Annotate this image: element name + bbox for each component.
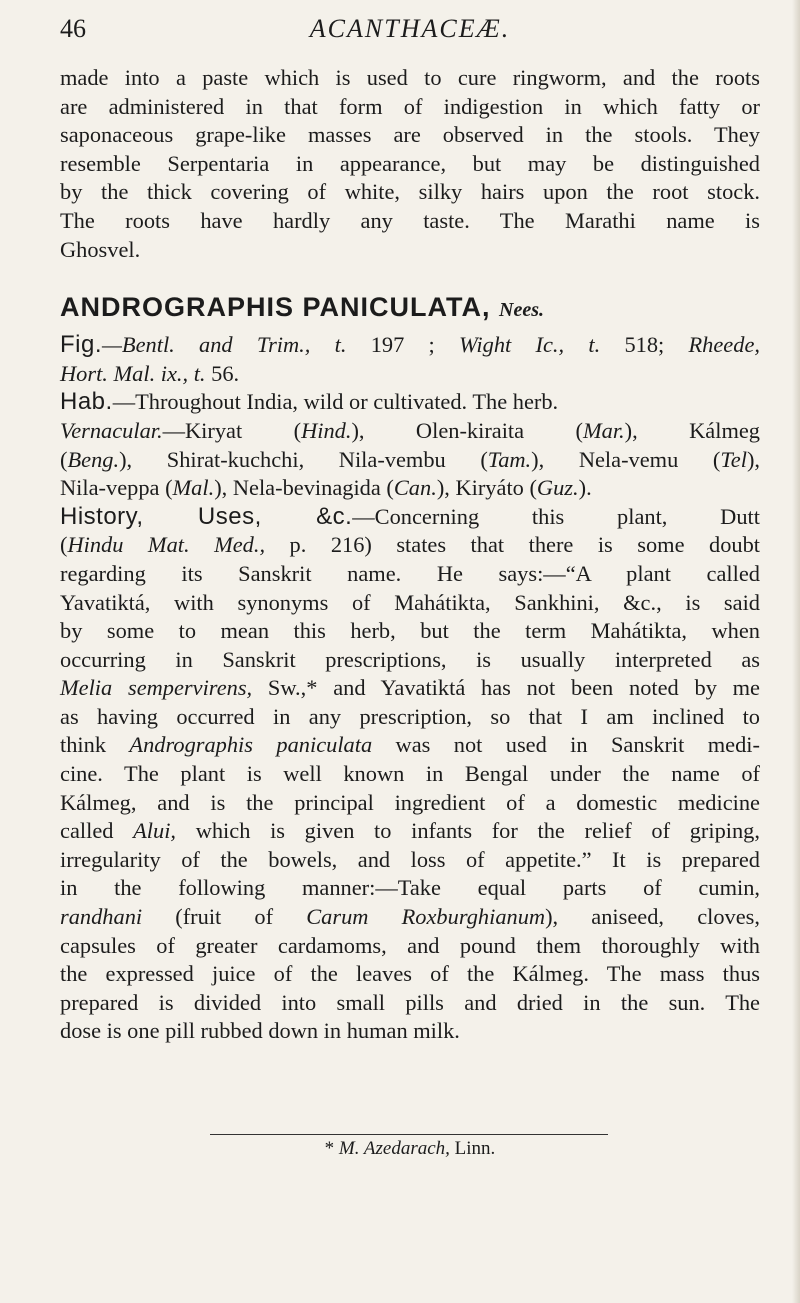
history-text: Sw.,* and Yavatiktá has not been noted by me (252, 675, 760, 701)
history-label: History, Uses, &c. (60, 502, 353, 530)
running-head: ACANTHACEÆ. (309, 14, 511, 43)
fig-ref-text: 518; (600, 332, 689, 358)
history-text: Carum Roxburghianum (306, 904, 546, 930)
vernacular-text: Tel (720, 446, 747, 472)
intro-paragraph (60, 64, 760, 264)
text-line (60, 903, 760, 932)
history-text: called (60, 818, 134, 844)
fig-ref-text: —Bentl. and Trim., t. (102, 332, 347, 358)
vernacular-text: Tam. (487, 446, 532, 472)
history-text: think (60, 732, 130, 758)
vernacular-label: Vernacular. (60, 417, 163, 443)
footnote-mark: * (324, 1138, 339, 1159)
text-line: capsules of greater cardamoms, and pound them thoroughly with (60, 932, 760, 958)
text-line: Yavatiktá, with synonyms of Mahátikta, Sankhini, &c., is said (60, 589, 760, 615)
vernacular-text: ). (578, 475, 592, 501)
hab-label: Hab. (60, 388, 113, 416)
vernacular-text: ), Olen-kiraita ( (351, 417, 583, 443)
fig-ref-text: Hort. Mal. ix., t. (60, 360, 206, 386)
text-line: The roots have hardly any taste. The Marathi name is (60, 207, 760, 233)
text-line (60, 817, 760, 846)
vernacular-text: ), Nela-bevinagida ( (214, 475, 394, 501)
vernacular-paragraph (60, 417, 760, 503)
history-text: (fruit of (142, 904, 307, 930)
history-text: randhani (60, 904, 143, 930)
vernacular-text: Mar. (582, 417, 625, 443)
history-text: ( (60, 532, 68, 558)
history-text: Hindu Mat. Med., (67, 532, 266, 558)
fig-label: Fig. (60, 331, 103, 359)
history-text: Andrographis paniculata (129, 732, 373, 758)
text-line: are administered in that form of indigestion in which fatty or (60, 93, 760, 119)
text-line (60, 331, 760, 360)
vernacular-text: —Kiryat ( (162, 417, 302, 443)
text-line (60, 503, 760, 532)
page-number: 46 (60, 14, 86, 43)
hab-text: —Throughout India, wild or cultivated. The herb. (112, 389, 559, 415)
text-line (60, 474, 760, 503)
history-text: —Concerning this plant, Dutt (352, 503, 760, 529)
fig-ref-text: 56. (205, 360, 240, 386)
vernacular-text: ), Kiryáto ( (436, 475, 537, 501)
fig-ref-text: 197 ; (346, 332, 460, 358)
text-line: cine. The plant is well known in Bengal under the name of (60, 761, 760, 787)
page-edge-shadow (792, 0, 800, 1303)
vernacular-text: Nila-veppa ( (60, 475, 173, 501)
footnote-author: Linn. (449, 1138, 496, 1159)
page-body (60, 64, 760, 1046)
text-line: occurring in Sanskrit prescriptions, is usually interpreted as (60, 646, 760, 672)
history-paragraph (60, 503, 760, 1046)
vernacular-text: ), Kálmeg (624, 417, 760, 443)
text-line: irregularity of the bowels, and loss of appetite.” It is prepared (60, 846, 760, 872)
footnote (60, 1138, 760, 1160)
history-text: Alui, (133, 818, 177, 844)
species-title: ANDROGRAPHIS PANICULATA, (60, 292, 491, 323)
history-text: was not used in Sanskrit medi- (372, 732, 760, 758)
history-text: Melia sempervirens, (60, 675, 253, 701)
text-line (60, 531, 760, 560)
text-line (60, 731, 760, 760)
figure-references (60, 331, 760, 388)
footnote-divider (210, 1134, 608, 1135)
footnote-species: M. Azedarach, (338, 1138, 450, 1159)
text-line (60, 360, 760, 389)
text-line (60, 446, 760, 475)
vernacular-text: Can. (393, 475, 437, 501)
text-line: Kálmeg, and is the principal ingredient of a domestic medicine (60, 789, 760, 815)
text-line: the expressed juice of the leaves of the Kálmeg. The mass thus (60, 961, 760, 987)
vernacular-text: Mal. (172, 475, 215, 501)
text-line: by some to mean this herb, but the term Mahátikta, when (60, 618, 760, 644)
text-line: regarding its Sanskrit name. He says:—“A plant called (60, 560, 760, 586)
vernacular-text: Guz. (536, 475, 579, 501)
text-line: Ghosvel. (60, 236, 141, 262)
fig-ref-text: Wight Ic., t. (459, 332, 601, 358)
text-line: in the following manner:—Take equal parts of cumin, (60, 875, 760, 901)
habitat-paragraph (60, 388, 760, 417)
page-header (60, 14, 760, 48)
text-line: as having occurred in any prescription, so that I am inclined to (60, 703, 760, 729)
text-line (60, 674, 760, 703)
history-text: which is given to infants for the relief of griping, (176, 818, 760, 844)
vernacular-text: Beng. (67, 446, 120, 472)
vernacular-text: Hind. (301, 417, 352, 443)
species-authority: Nees. (499, 299, 544, 322)
vernacular-text: ), Shirat-kuchchi, Nila-vembu ( (119, 446, 488, 472)
text-line: made into a paste which is used to cure ringworm, and the roots (60, 65, 760, 90)
fig-ref-text: Rheede, (688, 332, 760, 358)
vernacular-text: ( (60, 446, 68, 472)
history-text: ), aniseed, cloves, (545, 904, 760, 930)
text-line (60, 388, 760, 417)
text-line (60, 417, 760, 446)
vernacular-text: ), (746, 446, 760, 472)
text-line: by the thick covering of white, silky hairs upon the root stock. (60, 179, 760, 205)
history-text: p. 216) states that there is some doubt (265, 532, 760, 558)
text-line: prepared is divided into small pills and dried in the sun. The (60, 989, 760, 1015)
text-line: dose is one pill rubbed down in human milk. (60, 1018, 460, 1044)
vernacular-text: ), Nela-vemu ( (531, 446, 721, 472)
species-heading (60, 290, 760, 327)
text-line: resemble Serpentaria in appearance, but may be distinguished (60, 150, 760, 176)
text-line: saponaceous grape-like masses are observed in the stools. They (60, 122, 760, 148)
